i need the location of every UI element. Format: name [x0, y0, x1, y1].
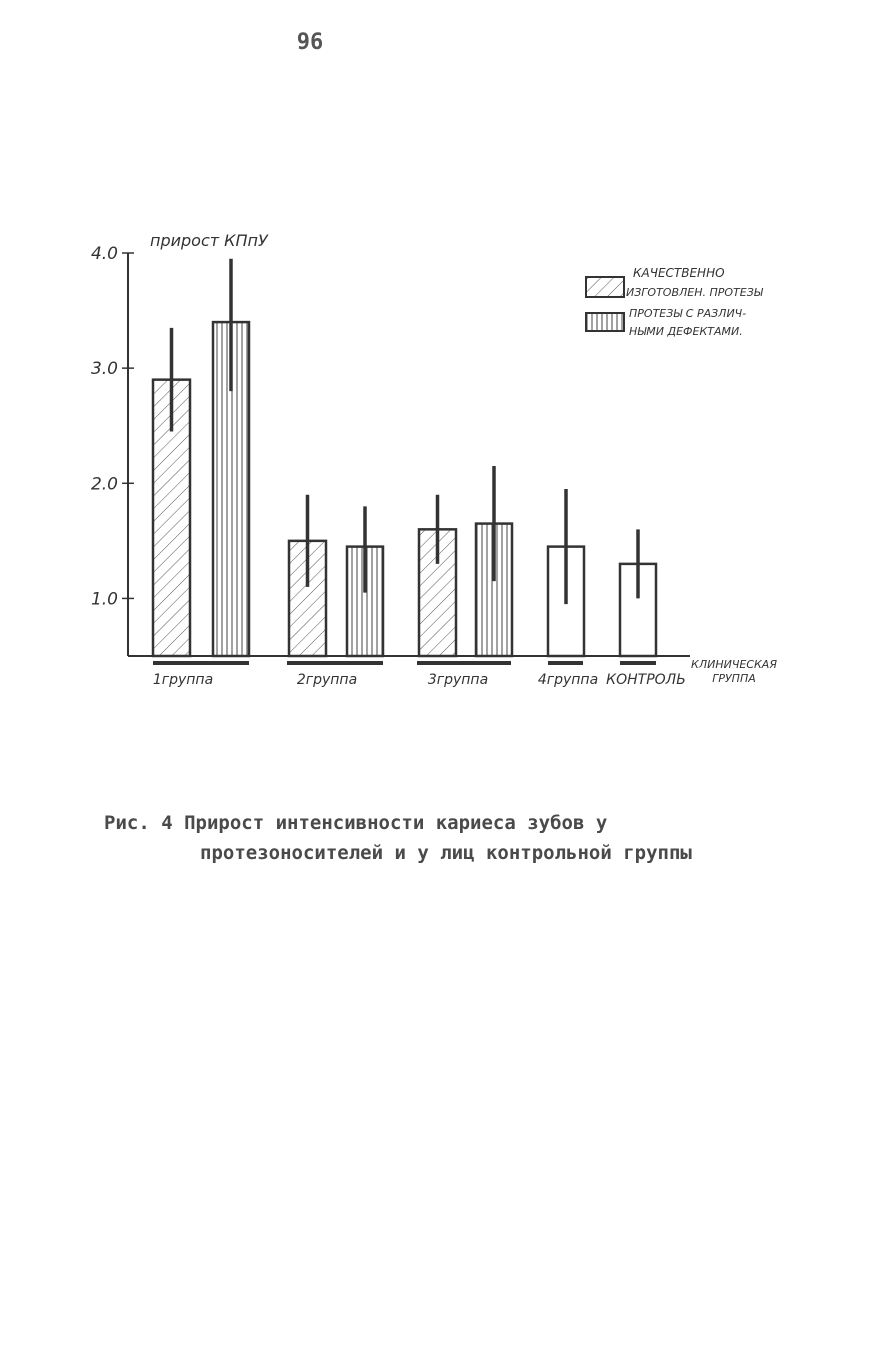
x-tick-label: 1группа	[152, 672, 214, 688]
y-tick-label: 1.0	[90, 589, 118, 610]
x-axis-label-line2: ГРУППА	[712, 672, 756, 685]
y-tick-label: 3.0	[90, 359, 118, 380]
page-number: 96	[296, 30, 324, 55]
legend	[586, 266, 764, 338]
figure-caption	[104, 808, 824, 868]
x-tick-label: КОНТРОЛЬ	[606, 672, 686, 688]
x-axis-label-line1: КЛИНИЧЕСКАЯ	[691, 658, 777, 671]
caption-line-2: протезоносителей и у лиц контрольной группы	[200, 842, 692, 864]
x-tick-label: 4группа	[537, 672, 599, 688]
y-tick-label: 4.0	[90, 244, 118, 264]
x-tick-label: 3группа	[427, 672, 489, 688]
legend-label-1-line1: КАЧЕСТВЕННО	[633, 266, 725, 280]
x-tick-label: 2группа	[296, 672, 358, 688]
legend-label-2-line2: НЫМИ ДЕФЕКТАМИ.	[629, 325, 743, 338]
legend-swatch-diagonal	[586, 277, 624, 297]
legend-swatch-vertical	[586, 313, 624, 331]
legend-label-1-line2: ИЗГОТОВЛЕН. ПРОТЕЗЫ	[626, 286, 763, 299]
caption-line-1: Рис. 4 Прирост интенсивности кариеса зубов у	[104, 812, 608, 834]
legend-label-2-line1: ПРОТЕЗЫ С РАЗЛИЧ-	[629, 307, 747, 320]
y-axis-label: прирост КПпУ	[150, 231, 268, 250]
y-tick-label: 2.0	[90, 474, 118, 495]
